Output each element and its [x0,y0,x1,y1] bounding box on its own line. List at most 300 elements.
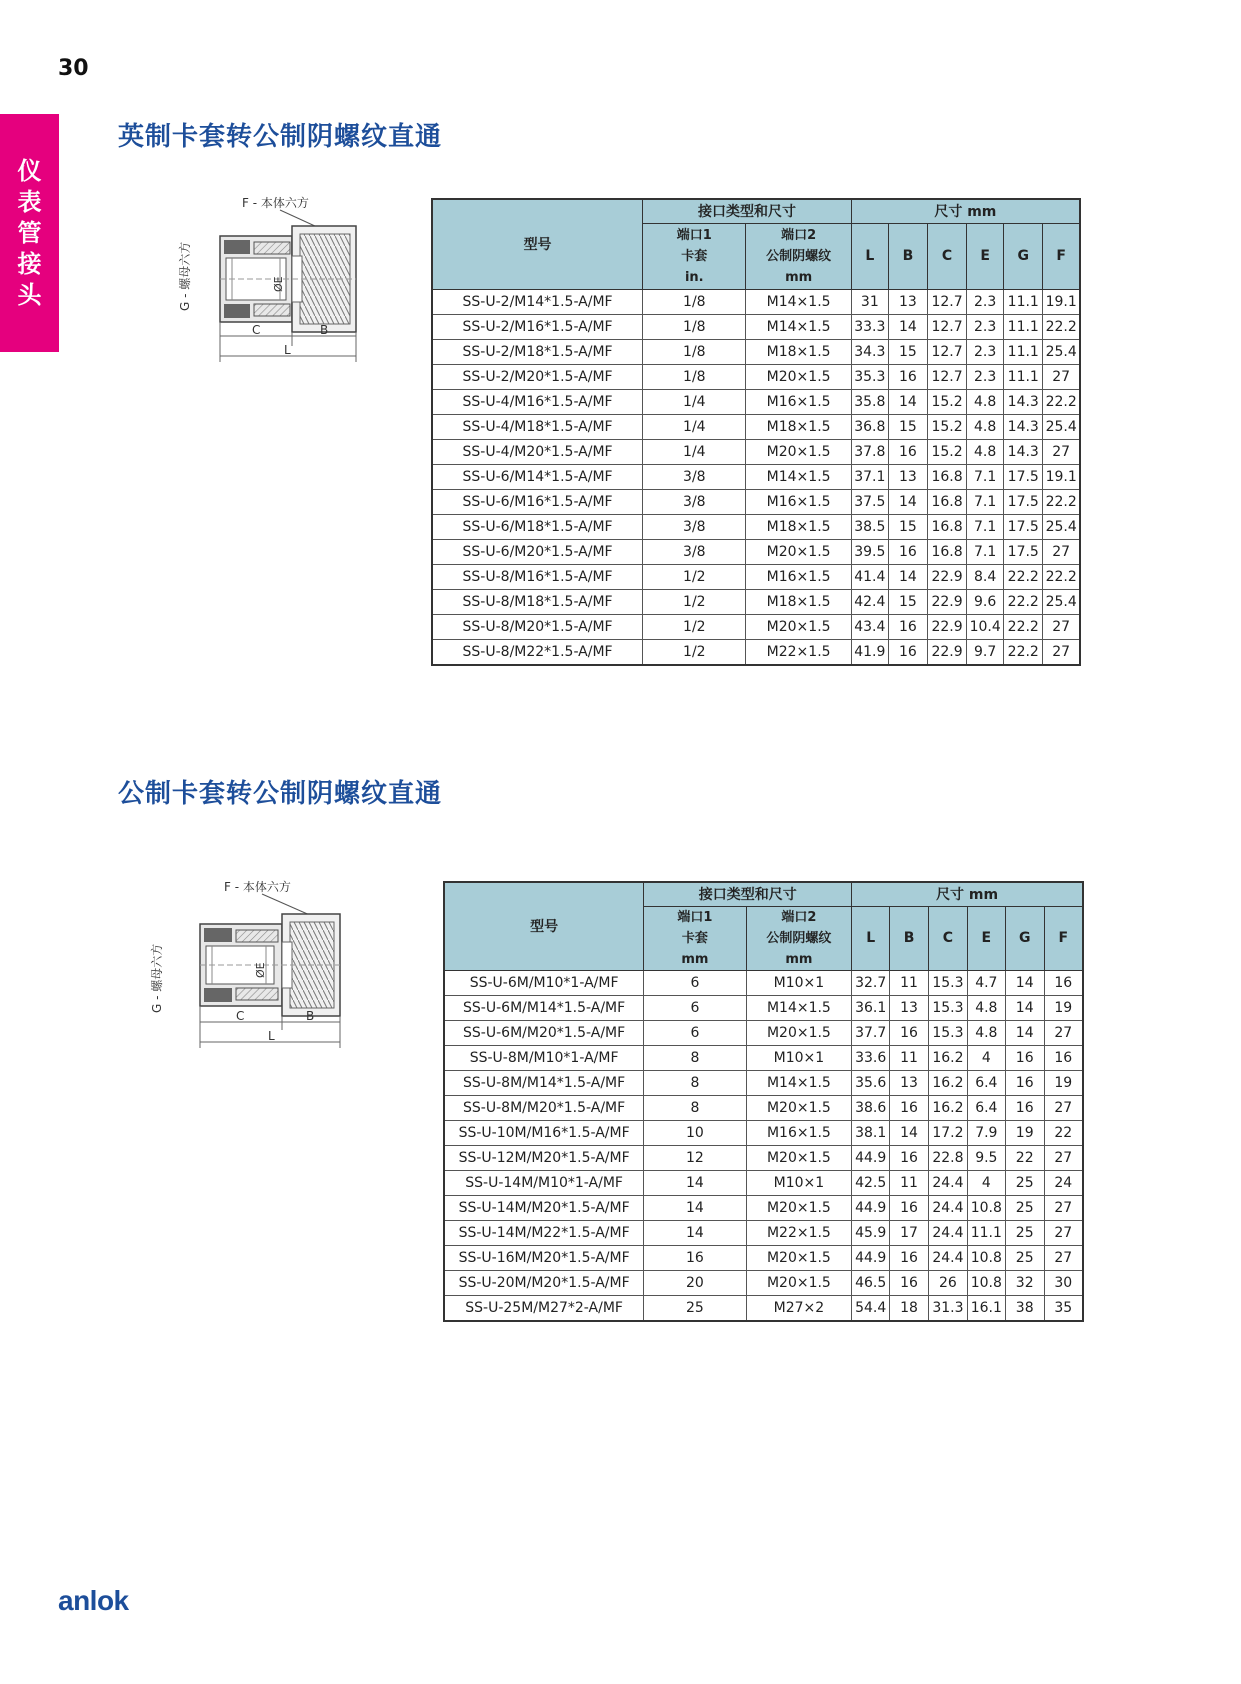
value-cell: 25.4 [1043,414,1080,439]
value-cell: M20×1.5 [746,539,851,564]
value-cell: 25.4 [1043,589,1080,614]
value-cell: 15.3 [928,970,967,995]
value-cell: M18×1.5 [746,414,851,439]
value-cell: 22.2 [1043,314,1080,339]
model-cell: SS-U-2/M16*1.5-A/MF [432,314,643,339]
value-cell: 36.8 [851,414,888,439]
value-cell: 25 [1005,1195,1044,1220]
value-cell: 17.5 [1004,539,1043,564]
value-cell: 16 [890,1270,929,1295]
model-cell: SS-U-8/M16*1.5-A/MF [432,564,643,589]
fitting-diagram [180,196,390,386]
value-cell: 19.1 [1043,289,1080,314]
value-cell: 30 [1044,1270,1083,1295]
table-row [432,314,1080,339]
model-cell: SS-U-25M/M27*2-A/MF [444,1295,644,1321]
value-cell: 1/2 [643,639,746,665]
header-dim-g: G [1004,223,1043,289]
table-row [432,389,1080,414]
side-tab-char: 仪 [17,156,42,185]
spec-table-imperial [431,198,1081,666]
value-cell: 14 [644,1170,746,1195]
value-cell: 12 [644,1145,746,1170]
value-cell: 11 [890,970,929,995]
value-cell: 38.6 [852,1095,890,1120]
value-cell: 16 [1044,970,1083,995]
value-cell: 14 [888,389,927,414]
value-cell: 25 [1005,1245,1044,1270]
value-cell: 16.8 [927,539,966,564]
value-cell: 14.3 [1004,389,1043,414]
value-cell: 16.8 [927,489,966,514]
value-cell: 26 [928,1270,967,1295]
table-row [444,1145,1083,1170]
value-cell: 1/8 [643,314,746,339]
value-cell: 15 [888,589,927,614]
value-cell: 38 [1005,1295,1044,1321]
value-cell: 16 [890,1095,929,1120]
value-cell: 10.8 [967,1270,1005,1295]
value-cell: 16 [890,1020,929,1045]
table-row [432,564,1080,589]
value-cell: 11 [890,1045,929,1070]
value-cell: 14.3 [1004,439,1043,464]
value-cell: 38.1 [852,1120,890,1145]
model-cell: SS-U-4/M18*1.5-A/MF [432,414,643,439]
header-dim-l: L [851,223,888,289]
model-cell: SS-U-6M/M10*1-A/MF [444,970,644,995]
value-cell: 16 [1044,1045,1083,1070]
spec-table-metric [443,881,1084,1322]
value-cell: 11.1 [967,1220,1005,1245]
value-cell: M20×1.5 [746,1245,852,1270]
value-cell: 14 [1005,970,1044,995]
value-cell: 20 [644,1270,746,1295]
value-cell: 38.5 [851,514,888,539]
header-dim-group: 尺寸 mm [852,882,1083,906]
value-cell: 1/8 [643,289,746,314]
value-cell: 11.1 [1004,339,1043,364]
table-row [432,439,1080,464]
table-row [432,639,1080,665]
header-dim-c: C [928,906,967,970]
table-row [444,1095,1083,1120]
model-cell: SS-U-20M/M20*1.5-A/MF [444,1270,644,1295]
value-cell: 44.9 [852,1145,890,1170]
value-cell: 31.3 [928,1295,967,1321]
table-row [444,995,1083,1020]
model-cell: SS-U-12M/M20*1.5-A/MF [444,1145,644,1170]
table-row [432,489,1080,514]
label-g: G - 螺母六方 [178,241,192,311]
value-cell: 37.7 [852,1020,890,1045]
value-cell: M27×2 [746,1295,852,1321]
header-dim-g: G [1005,906,1044,970]
value-cell: 16 [890,1245,929,1270]
value-cell: 25 [1005,1170,1044,1195]
value-cell: 22.2 [1043,389,1080,414]
value-cell: 19.1 [1043,464,1080,489]
model-cell: SS-U-2/M20*1.5-A/MF [432,364,643,389]
value-cell: 46.5 [852,1270,890,1295]
value-cell: 27 [1044,1195,1083,1220]
brand-logo: anlok [58,1585,129,1616]
value-cell: 7.1 [967,539,1004,564]
value-cell: 37.5 [851,489,888,514]
value-cell: 33.3 [851,314,888,339]
model-cell: SS-U-6M/M20*1.5-A/MF [444,1020,644,1045]
value-cell: 8 [644,1095,746,1120]
value-cell: 2.3 [967,289,1004,314]
header-dim-l: L [852,906,890,970]
value-cell: 4.7 [967,970,1005,995]
value-cell: 1/4 [643,389,746,414]
value-cell: 15.2 [927,389,966,414]
table-row [432,589,1080,614]
value-cell: 27 [1044,1020,1083,1045]
model-cell: SS-U-4/M16*1.5-A/MF [432,389,643,414]
model-cell: SS-U-6/M14*1.5-A/MF [432,464,643,489]
value-cell: 15.3 [928,1020,967,1045]
side-tab-char: 管 [17,218,42,247]
value-cell: 22.9 [927,589,966,614]
value-cell: M16×1.5 [746,564,851,589]
value-cell: 10.8 [967,1195,1005,1220]
value-cell: 25.4 [1043,514,1080,539]
value-cell: 16 [1005,1095,1044,1120]
value-cell: 7.1 [967,464,1004,489]
value-cell: 25 [1005,1220,1044,1245]
table-row [432,539,1080,564]
value-cell: 2.3 [967,364,1004,389]
page-number: 30 [58,56,89,81]
label-c: C [252,323,261,337]
value-cell: 19 [1044,995,1083,1020]
value-cell: 14 [1005,1020,1044,1045]
value-cell: 27 [1043,539,1080,564]
value-cell: 13 [890,995,929,1020]
value-cell: 22.9 [927,564,966,589]
value-cell: 3/8 [643,489,746,514]
value-cell: M18×1.5 [746,589,851,614]
table-row [444,1295,1083,1321]
table-row [444,1120,1083,1145]
value-cell: 16 [888,364,927,389]
table-row [444,1020,1083,1045]
table-row [432,614,1080,639]
value-cell: 19 [1005,1120,1044,1145]
table-row [444,1245,1083,1270]
value-cell: 12.7 [927,364,966,389]
header-port2: 端口2 公制阴螺纹 mm [746,906,852,970]
value-cell: 15 [888,339,927,364]
value-cell: 11 [890,1170,929,1195]
value-cell: 3/8 [643,514,746,539]
table-row [444,1170,1083,1195]
value-cell: 16.2 [928,1070,967,1095]
model-cell: SS-U-6/M16*1.5-A/MF [432,489,643,514]
value-cell: 7.9 [967,1120,1005,1145]
value-cell: 45.9 [852,1220,890,1245]
table-row [444,1195,1083,1220]
value-cell: 1/2 [643,614,746,639]
value-cell: M14×1.5 [746,464,851,489]
value-cell: M18×1.5 [746,339,851,364]
value-cell: 4.8 [967,414,1004,439]
value-cell: M16×1.5 [746,489,851,514]
label-g: G - 螺母六方 [150,943,164,1013]
value-cell: 12.7 [927,314,966,339]
table-row [444,1220,1083,1245]
value-cell: 3/8 [643,464,746,489]
value-cell: 8 [644,1045,746,1070]
value-cell: 16 [888,614,927,639]
value-cell: M14×1.5 [746,1070,852,1095]
value-cell: 13 [890,1070,929,1095]
value-cell: 16.2 [928,1045,967,1070]
value-cell: 14 [890,1120,929,1145]
header-port-group: 接口类型和尺寸 [644,882,852,906]
value-cell: 22.8 [928,1145,967,1170]
side-category-tab [0,114,59,352]
value-cell: 14 [1005,995,1044,1020]
label-f: F - 本体六方 [224,880,291,894]
value-cell: 6.4 [967,1070,1005,1095]
value-cell: 44.9 [852,1245,890,1270]
value-cell: 10.4 [967,614,1004,639]
model-cell: SS-U-2/M18*1.5-A/MF [432,339,643,364]
value-cell: 17.5 [1004,489,1043,514]
value-cell: 16 [888,539,927,564]
header-dim-c: C [927,223,966,289]
value-cell: 16.8 [927,514,966,539]
value-cell: 12.7 [927,339,966,364]
value-cell: 9.7 [967,639,1004,665]
header-dim-b: B [888,223,927,289]
value-cell: 16 [1005,1045,1044,1070]
value-cell: 18 [890,1295,929,1321]
value-cell: 1/4 [643,439,746,464]
section-title: 公制卡套转公制阴螺纹直通 [118,779,443,809]
value-cell: 14 [888,489,927,514]
value-cell: 15.2 [927,414,966,439]
value-cell: 25 [644,1295,746,1321]
value-cell: 27 [1043,364,1080,389]
side-tab-char: 表 [17,187,42,216]
value-cell: 41.4 [851,564,888,589]
value-cell: M20×1.5 [746,364,851,389]
value-cell: 7.1 [967,514,1004,539]
value-cell: 24 [1044,1170,1083,1195]
value-cell: 19 [1044,1070,1083,1095]
value-cell: 22.9 [927,614,966,639]
value-cell: 27 [1044,1245,1083,1270]
value-cell: 16 [890,1195,929,1220]
value-cell: M14×1.5 [746,289,851,314]
value-cell: 1/4 [643,414,746,439]
value-cell: 15.3 [928,995,967,1020]
value-cell: 35.6 [852,1070,890,1095]
value-cell: 22.2 [1004,564,1043,589]
value-cell: 17.5 [1004,464,1043,489]
model-cell: SS-U-16M/M20*1.5-A/MF [444,1245,644,1270]
value-cell: 22.2 [1043,489,1080,514]
value-cell: 1/2 [643,564,746,589]
value-cell: 14 [644,1195,746,1220]
value-cell: 7.1 [967,489,1004,514]
model-cell: SS-U-14M/M10*1-A/MF [444,1170,644,1195]
header-port1: 端口1 卡套 in. [643,223,746,289]
value-cell: 36.1 [852,995,890,1020]
header-dim-group: 尺寸 mm [851,199,1080,223]
value-cell: 22.2 [1004,639,1043,665]
table-row [432,289,1080,314]
value-cell: M10×1 [746,1170,852,1195]
value-cell: 10 [644,1120,746,1145]
value-cell: 9.6 [967,589,1004,614]
value-cell: 13 [888,464,927,489]
value-cell: 8 [644,1070,746,1095]
header-port-group: 接口类型和尺寸 [643,199,852,223]
model-cell: SS-U-8/M20*1.5-A/MF [432,614,643,639]
table-row [432,414,1080,439]
model-cell: SS-U-6/M20*1.5-A/MF [432,539,643,564]
value-cell: 17.5 [1004,514,1043,539]
value-cell: 4.8 [967,995,1005,1020]
value-cell: 16 [888,439,927,464]
value-cell: 8.4 [967,564,1004,589]
value-cell: 31 [851,289,888,314]
model-cell: SS-U-14M/M20*1.5-A/MF [444,1195,644,1220]
table-row [432,464,1080,489]
value-cell: 27 [1043,639,1080,665]
label-f: F - 本体六方 [242,196,309,210]
label-l: L [284,343,291,357]
value-cell: 1/2 [643,589,746,614]
value-cell: 41.9 [851,639,888,665]
value-cell: 24.4 [928,1220,967,1245]
value-cell: 15 [888,414,927,439]
value-cell: 16.2 [928,1095,967,1120]
value-cell: 4.8 [967,1020,1005,1045]
section-title: 英制卡套转公制阴螺纹直通 [118,122,443,152]
value-cell: 15 [888,514,927,539]
value-cell: 6 [644,1020,746,1045]
value-cell: M16×1.5 [746,389,851,414]
value-cell: 11.1 [1004,289,1043,314]
value-cell: 6 [644,995,746,1020]
value-cell: 16.1 [967,1295,1005,1321]
value-cell: 14 [888,314,927,339]
model-cell: SS-U-8M/M10*1-A/MF [444,1045,644,1070]
value-cell: 1/8 [643,364,746,389]
header-dim-e: E [967,223,1004,289]
value-cell: M22×1.5 [746,1220,852,1245]
value-cell: M14×1.5 [746,314,851,339]
model-cell: SS-U-6M/M14*1.5-A/MF [444,995,644,1020]
value-cell: 9.5 [967,1145,1005,1170]
header-model: 型号 [432,199,643,289]
model-cell: SS-U-8M/M14*1.5-A/MF [444,1070,644,1095]
value-cell: 16 [888,639,927,665]
value-cell: 16 [1005,1070,1044,1095]
label-e: ØE [272,276,285,292]
side-tab-char: 头 [17,280,42,309]
label-e: ØE [254,962,267,978]
table-row [444,1270,1083,1295]
side-tab-char: 接 [17,249,42,278]
value-cell: 22.2 [1043,564,1080,589]
value-cell: 24.4 [928,1195,967,1220]
model-cell: SS-U-8M/M20*1.5-A/MF [444,1095,644,1120]
value-cell: 22.2 [1004,589,1043,614]
header-dim-f: F [1043,223,1080,289]
value-cell: 15.2 [927,439,966,464]
table-row [444,1045,1083,1070]
value-cell: 24.4 [928,1245,967,1270]
header-dim-e: E [967,906,1005,970]
value-cell: M18×1.5 [746,514,851,539]
fitting-diagram [148,880,358,1070]
value-cell: 14.3 [1004,414,1043,439]
value-cell: 2.3 [967,339,1004,364]
value-cell: M22×1.5 [746,639,851,665]
value-cell: 16 [644,1245,746,1270]
value-cell: 34.3 [851,339,888,364]
value-cell: M20×1.5 [746,1270,852,1295]
value-cell: 35.3 [851,364,888,389]
value-cell: 22 [1005,1145,1044,1170]
value-cell: 4 [967,1170,1005,1195]
value-cell: 22.9 [927,639,966,665]
header-model: 型号 [444,882,644,970]
value-cell: 22.2 [1004,614,1043,639]
value-cell: 54.4 [852,1295,890,1321]
header-dim-b: B [890,906,929,970]
value-cell: 12.7 [927,289,966,314]
value-cell: 17 [890,1220,929,1245]
value-cell: 4 [967,1045,1005,1070]
header-port1: 端口1 卡套 mm [644,906,746,970]
value-cell: 27 [1043,614,1080,639]
value-cell: 11.1 [1004,364,1043,389]
value-cell: 27 [1043,439,1080,464]
value-cell: 17.2 [928,1120,967,1145]
value-cell: 14 [888,564,927,589]
value-cell: 10.8 [967,1245,1005,1270]
value-cell: 11.1 [1004,314,1043,339]
model-cell: SS-U-6/M18*1.5-A/MF [432,514,643,539]
table-row [432,339,1080,364]
label-b: B [306,1009,315,1023]
value-cell: 2.3 [967,314,1004,339]
value-cell: 27 [1044,1095,1083,1120]
value-cell: M20×1.5 [746,1145,852,1170]
value-cell: M20×1.5 [746,614,851,639]
value-cell: 3/8 [643,539,746,564]
value-cell: M20×1.5 [746,1020,852,1045]
value-cell: 6.4 [967,1095,1005,1120]
value-cell: 4.8 [967,439,1004,464]
model-cell: SS-U-14M/M22*1.5-A/MF [444,1220,644,1245]
value-cell: 43.4 [851,614,888,639]
value-cell: 37.8 [851,439,888,464]
value-cell: M10×1 [746,1045,852,1070]
value-cell: 13 [888,289,927,314]
label-l: L [268,1029,275,1043]
value-cell: 16 [890,1145,929,1170]
value-cell: 27 [1044,1220,1083,1245]
